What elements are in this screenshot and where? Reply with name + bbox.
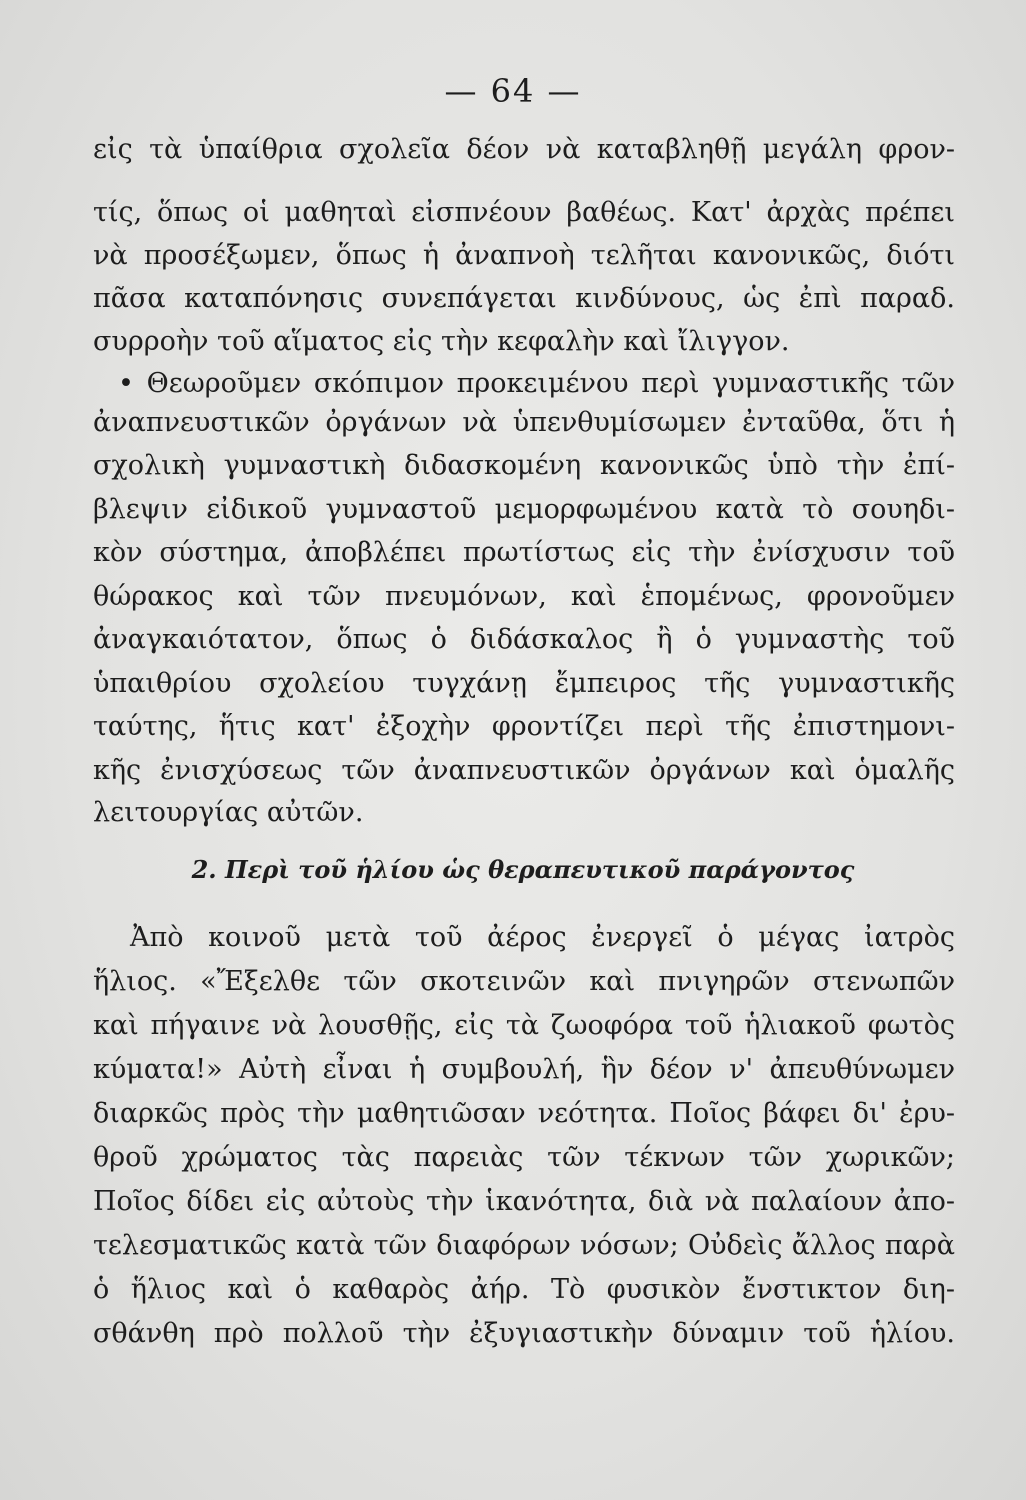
text-line: λειτουργίας αὐτῶν. xyxy=(93,797,364,828)
text-line: ὁ ἥλιος καὶ ὁ καθαρὸς ἀήρ. Τὸ φυσικὸν ἔνστικτον διη- xyxy=(93,1274,955,1305)
text-line: θροῦ χρώματος τὰς παρειὰς τῶν τέκνων τῶν χωρικῶν; xyxy=(93,1142,955,1173)
text-line: κύματα!» Αὐτὴ εἶναι ἡ συμβουλή, ἣν δέον ν' ἀπευθύνωμεν xyxy=(93,1054,955,1085)
text-line: κὸν σύστημα, ἀποβλέπει πρωτίστως εἰς τὴν ἐνίσχυσιν τοῦ xyxy=(93,537,955,568)
text-line: τίς, ὅπως οἱ μαθηταὶ εἰσπνέουν βαθέως. Κατ' ἀρχὰς πρέπει xyxy=(93,197,955,228)
text-line: ἀναγκαιότατον, ὅπως ὁ διδάσκαλος ἢ ὁ γυμναστὴς τοῦ xyxy=(93,624,955,655)
text-line: Ἀπὸ κοινοῦ μετὰ τοῦ ἀέρος ἐνεργεῖ ὁ μέγας ἰατρὸς xyxy=(130,922,955,953)
text-line: καὶ πήγαινε νὰ λουσθῇς, εἰς τὰ ζωοφόρα τοῦ ἡλιακοῦ φωτὸς xyxy=(93,1010,955,1041)
text-line: ἀναπνευστικῶν ὀργάνων νὰ ὑπενθυμίσωμεν ἐνταῦθα, ὅτι ἡ xyxy=(93,407,955,438)
text-line: ἥλιος. «Ἔξελθε τῶν σκοτεινῶν καὶ πνιγηρῶν στενωπῶν xyxy=(93,966,955,997)
text-line: βλεψιν εἰδικοῦ γυμναστοῦ μεμορφωμένου κατὰ τὸ σουηδι- xyxy=(93,494,955,525)
text-line: πᾶσα καταπόνησις συνεπάγεται κινδύνους, ὡς ἐπὶ παραδ. xyxy=(93,283,955,314)
text-line: κῆς ἐνισχύσεως τῶν ἀναπνευστικῶν ὀργάνων καὶ ὁμαλῆς xyxy=(93,755,955,786)
section-heading: 2. Περὶ τοῦ ἡλίου ὡς θεραπευτικοῦ παράγοντος xyxy=(191,855,855,884)
text-line: εἰς τὰ ὑπαίθρια σχολεῖα δέον νὰ καταβληθῇ μεγάλη φρον- xyxy=(93,134,955,165)
text-line: σθάνθη πρὸ πολλοῦ τὴν ἐξυγιαστικὴν δύναμιν τοῦ ἡλίου. xyxy=(93,1318,955,1349)
text-line: νὰ προσέξωμεν, ὅπως ἡ ἀναπνοὴ τελῆται κανονικῶς, διότι xyxy=(93,240,955,271)
text-line: σχολικὴ γυμναστικὴ διδασκομένη κανονικῶς ὑπὸ τὴν ἐπί- xyxy=(93,450,955,481)
text-line: συρροὴν τοῦ αἵματος εἰς τὴν κεφαλὴν καὶ ἴλιγγον. xyxy=(93,326,790,357)
text-line: ταύτης, ἥτις κατ' ἐξοχὴν φροντίζει περὶ τῆς ἐπιστημονι- xyxy=(93,711,955,742)
text-line: διαρκῶς πρὸς τὴν μαθητιῶσαν νεότητα. Ποῖος βάφει δι' ἐρυ- xyxy=(93,1098,955,1129)
page-number: — 64 — xyxy=(444,72,582,110)
text-line: Ποῖος δίδει εἰς αὐτοὺς τὴν ἱκανότητα, διὰ νὰ παλαίουν ἀπο- xyxy=(93,1186,955,1217)
text-line: τελεσματικῶς κατὰ τῶν διαφόρων νόσων; Οὐδεὶς ἄλλος παρὰ xyxy=(93,1230,955,1261)
text-line: • Θεωροῦμεν σκόπιμον προκειμένου περὶ γυμναστικῆς τῶν xyxy=(118,368,955,399)
text-line: ὑπαιθρίου σχολείου τυγχάνῃ ἔμπειρος τῆς γυμναστικῆς xyxy=(93,668,955,699)
text-line: θώρακος καὶ τῶν πνευμόνων, καὶ ἑπομένως, φρονοῦμεν xyxy=(93,581,955,612)
